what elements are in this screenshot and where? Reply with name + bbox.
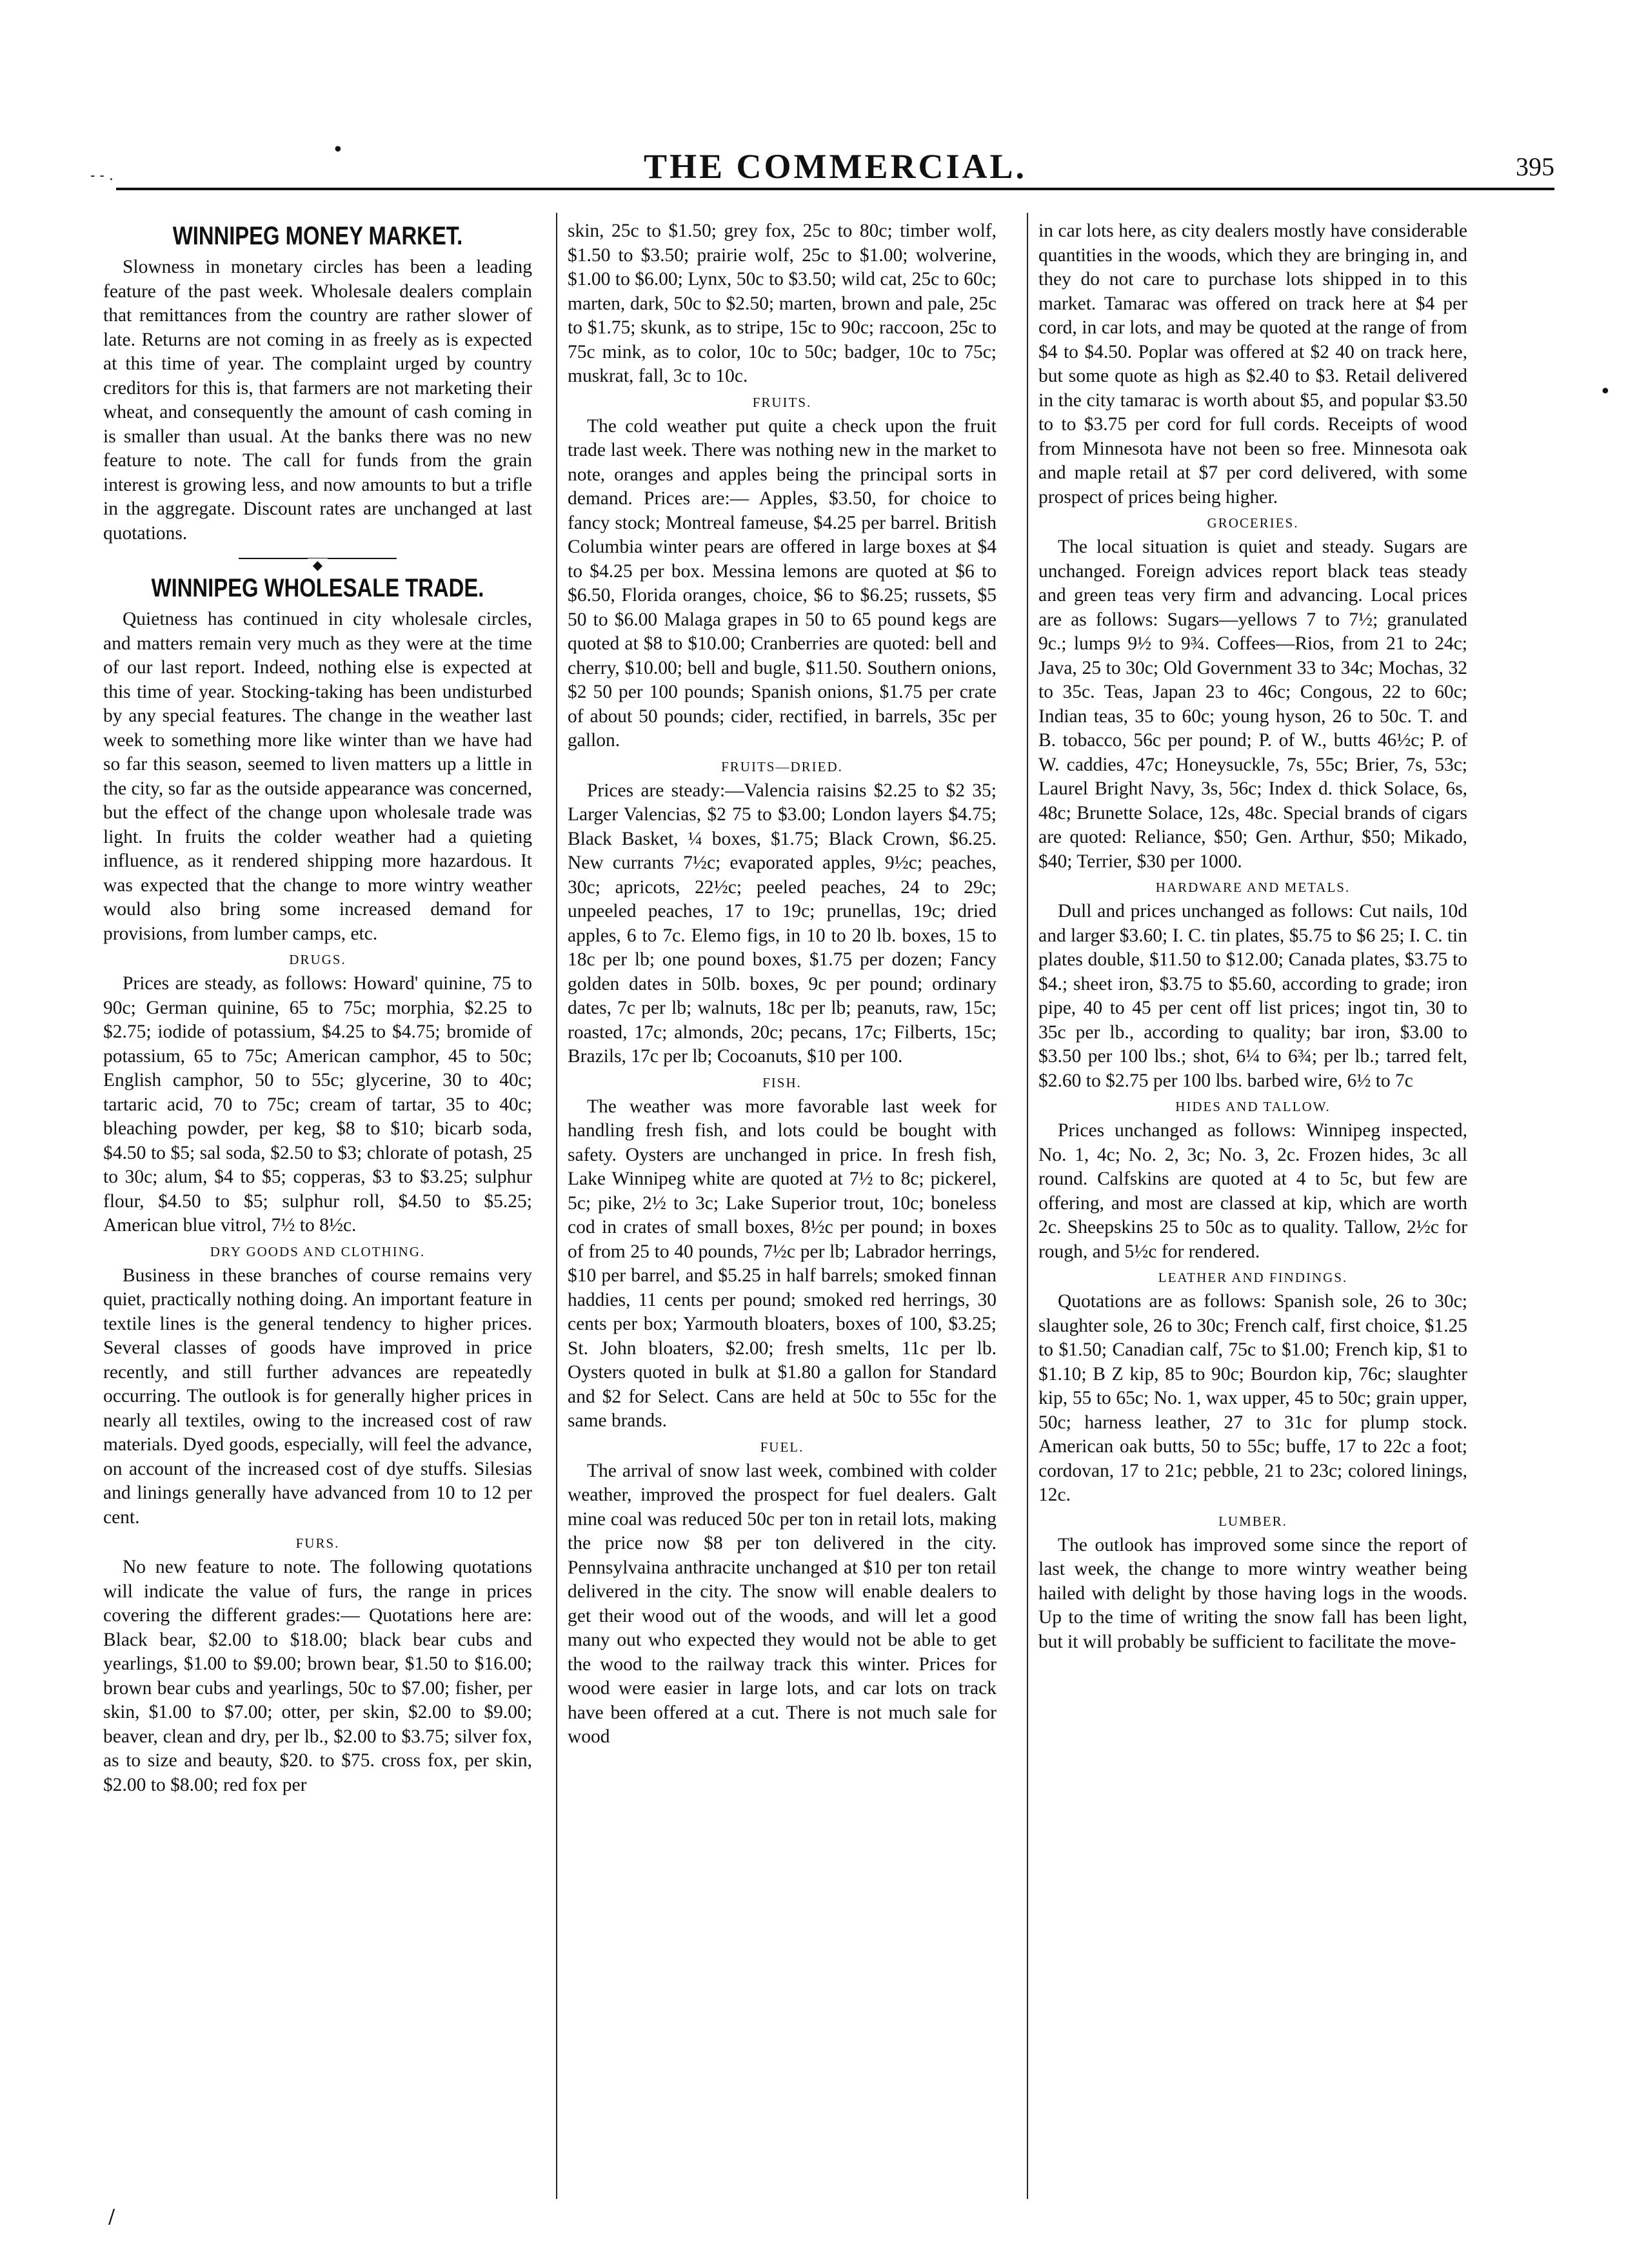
hardware-paragraph: Dull and prices unchanged as follows: Cut nails, 10d and larger $3.60; I. C. tin plates, $5.75 to $6 25; I. C. tin plates double, $11.50 to $12.00; Canada plates, $3.75 to $4.; sheet iron, $3.75 to $5.60, according to grade; iron pipe, 40 to 45 per cent off list prices; ingot tin, 30 to 35c per lb., according to quality; bar iron, $3.00 to $3.50 per 100 lbs.; shot, 6¼ to 6¾; per lb.; tarred felt, $2.60 to $2.75 per 100 lbs. barbed wire, 6½ to 7c	[1038, 901, 1467, 1091]
leather-heading: LEATHER AND FINDINGS.	[1158, 1270, 1348, 1285]
column-2	[568, 219, 997, 2205]
dried-fruits-paragraph: Prices are steady:—Valencia raisins $2.25 to $2 35; Larger Valencias, $2 75 to $3.00; London layers $4.75; Black Basket, ¼ boxes, $1.75; Black Crown, $6.25. New currants 7½c; evaporated apples, 9½c; peaches, 30c; apricots, 22½c; peeled peaches, 24 to 29c; unpeeled peaches, 17 to 19c; prunellas, 19c; dried apples, 6 to 7c. Elemo figs, in 10 to 20 lb. boxes, 15 to 18c per lb; one pound boxes, $1.75 per dozen; Fancy golden dates in 50lb. boxes, 9c per pound; ordinary dates, 7c per lb; walnuts, 18c per lb; peanuts, raw, 15c; roasted, 17c; almonds, 20c; pecans, 17c; Filberts, 15c; Brazils, 17c per lb; Cocoanuts, $10 per 100.	[568, 780, 997, 1067]
fuel-continued-paragraph: in car lots here, as city dealers mostly have considerable quantities in the woods, which they are bringing in, and they do not care to purchase lots shipped in to this market. Tamarac was offered on track here at $4 per cord, in car lots, and may be quoted at the range of from $4 to $4.50. Poplar was offered at $2 40 on track here, but some quote as high as $2.40 to $3. Retail delivered in the city tamarac is worth about $5, and popular $3.50 to to $3.75 per cord for full cords. Receipts of wood from Minnesota have not been so free. Minnesota oak and maple retail at $7 per cord delivered, with some prospect of prices being higher.	[1038, 221, 1467, 508]
lumber-paragraph: The outlook has improved some since the report of last week, the change to more wintry weather being hailed with delight by those having logs in the woods. Up to the time of writing the snow fall has been light, but it will probably be sufficient to facilitate the move-	[1038, 1534, 1467, 1652]
fuel-heading: FUEL.	[760, 1439, 804, 1455]
section-ornament	[103, 552, 532, 573]
fruits-heading: FRUITS.	[752, 394, 812, 410]
groceries-paragraph: The local situation is quiet and steady. Sugars are unchanged. Foreign advices report black teas steady and green teas very firm and advancing. Local prices are as follows: Sugars—yellows 7 to 7½; granulated 9c.; lumps 9½ to 9¾. Coffees—Rios, from 21 to 24c; Java, 25 to 30c; Old Government 33 to 34c; Mochas, 32 to 35c. Teas, Japan 23 to 46c; Congous, 22 to 60c; Indian teas, 35 to 60c; young hyson, 26 to 50c. T. and B. tobacco, 56c per pound; P. of W., butts 46½c; P. of W. caddies, 47c; Honeysuckle, 7s, 55c; Brier, 7s, 53c; Laurel Bright Navy, 3s, 56c; Index d. thick Solace, 6s, 48c; Brunette Solace, 12s, 48c. Special brands of cigars are quoted: Reliance, $50; Gen. Arthur, $50; Mikado, $40; Terrier, $30 per 1000.	[1038, 537, 1467, 872]
lumber-heading: LUMBER.	[1218, 1513, 1287, 1529]
furs-heading: FURS.	[295, 1535, 340, 1551]
wholesale-trade-paragraph: Quietness has continued in city wholesale circles, and matters remain very much as they were at the time of our last report. Indeed, nothing else is expected at this time of year. Stocking-taking has been undisturbed by any special features. The change in the weather last week to something more like winter than we have had so far this season, seemed to liven matters up a little in the city, so far as the outside appearance was concerned, but the effect of the change upon wholesale trade was light. In fruits the colder weather had a quieting influence, as it rendered shipping more hazardous. It was expected that the change to more wintry weather would also bring some increased demand for provisions, from lumber camps, etc.	[103, 609, 532, 944]
drugs-paragraph: Prices are steady, as follows: Howard' quinine, 75 to 90c; German quinine, 65 to 75c; morphia, $2.25 to $2.75; iodide of potassium, $4.25 to $4.75; bromide of potassium, 65 to 75c; American camphor, 45 to 50c; English camphor, 50 to 55c; glycerine, 30 to 40c; tartaric acid, 70 to 75c; cream of tartar, 35 to 40c; bleaching powder, per keg, $8 to $10; bicarb soda, $4.50 to $5; sal soda, $2.50 to $3; chlorate of potash, 25 to 30c; alum, $4 to $5; copperas, $3 to $3.25; sulphur flour, $4.50 to $5; sulphur roll, $4.50 to $5.25; American blue vitrol, 7½ to 8½c.	[103, 973, 532, 1236]
fish-paragraph: The weather was more favorable last week for handling fresh fish, and lots could be bought with safety. Oysters are unchanged in price. In fresh fish, Lake Winnipeg white are quoted at 7½ to 8c; pickerel, 5c; pike, 2½ to 3c; Lake Superior trout, 10c; boneless cod in crates of small boxes, 8½c per pound; in boxes of from 25 to 40 pounds, 7½c per lb; Labrador herrings, $10 per barrel, and $5.25 in half barrels; smoked finnan haddies, 11 cents per pound; smoked red herrings, 30 cents per box; Yarmouth bloaters, boxes of 100, $3.25; St. John bloaters, $2.00; fresh smelts, 11c per lb. Oysters quoted in bulk at $1.80 a gallon for Standard and $2 for Select. Cans are held at 50c to 55c for the same brands.	[568, 1096, 997, 1431]
margin-marks: - - .	[90, 168, 114, 184]
column-rule-2	[1027, 213, 1028, 2199]
column-rule-1	[556, 213, 557, 2199]
newspaper-title: THE COMMERCIAL.	[643, 147, 1027, 186]
column-3	[1038, 219, 1467, 2205]
masthead-rule	[116, 188, 1554, 190]
margin-dot-right: •	[1600, 380, 1611, 403]
hides-heading: HIDES AND TALLOW.	[1175, 1099, 1331, 1114]
fuel-paragraph: The arrival of snow last week, combined with colder weather, improved the prospect for fuel dealers. Galt mine coal was reduced 50c per ton in retail lots, making the price now $8 per ton delivered in the city. Pennsylvaina anthracite unchanged at $10 per ton retail delivered in the city. The snow will enable dealers to get their wood out of the woods, and will let a good many out who expected they would not be able to get the wood to the railway track this winter. Prices for wood were easier in large lots, and car lots on track have been offered at a cut. There is not much sale for wood	[568, 1460, 997, 1747]
wholesale-trade-headline: WINNIPEG WHOLESALE TRADE.	[151, 574, 484, 602]
money-market-headline: WINNIPEG MONEY MARKET.	[172, 222, 463, 250]
column-1	[103, 219, 532, 2205]
dried-fruits-heading: FRUITS—DRIED.	[721, 758, 843, 774]
margin-dot: •	[332, 139, 344, 161]
money-market-paragraph: Slowness in monetary circles has been a leading feature of the past week. Wholesale dealers complain that remittances from the country are rather slower of late. Returns are not coming in as freely as is expected at this time of year. The complaint urged by country creditors for this is, that farmers are not marketing their wheat, and consequently the amount of cash coming in is smaller than usual. At the banks there was no new feature to note. The call for funds from the grain interest is growing less, and now amounts to but a trifle in the aggregate. Discount rates are unchanged at last quotations.	[103, 257, 532, 544]
page-number: 395	[1516, 152, 1554, 181]
groceries-heading: GROCERIES.	[1207, 515, 1299, 531]
dry-goods-heading: DRY GOODS AND CLOTHING.	[210, 1243, 426, 1259]
hides-paragraph: Prices unchanged as follows: Winnipeg inspected, No. 1, 4c; No. 2, 3c; No. 3, 2c. Frozen hides, 3c all round. Calfskins are quoted at 4 to 5c, but few are offering, and most are classed at kip, which are worth 2c. Sheepskins 25 to 50c as to quality. Tallow, 2½c for rough, and 5½c for rendered.	[1038, 1120, 1467, 1262]
hardware-heading: HARDWARE AND METALS.	[1155, 880, 1351, 895]
leather-paragraph: Quotations are as follows: Spanish sole, 26 to 30c; slaughter sole, 26 to 30c; French calf, first choice, $1.25 to $1.50; Canadian calf, 75c to $1.00; French kip, $1 to $1.10; B Z kip, 85 to 90c; Bourdon kip, 76c; slaughter kip, 55 to 65c; No. 1, wax upper, 45 to 50c; grain upper, 50c; harness leather, 27 to 31c for plump stock. American oak butts, 50 to 55c; buffe, 17 to 22c a foot; cordovan, 17 to 21c; pebble, 21 to 23c; colored linings, 12c.	[1038, 1291, 1467, 1505]
fish-heading: FISH.	[762, 1074, 802, 1090]
margin-stroke: /	[108, 2205, 115, 2228]
furs-continued-paragraph: skin, 25c to $1.50; grey fox, 25c to 80c; timber wolf, $1.50 to $3.50; prairie wolf, 25c to $1.00; wolverine, $1.00 to $6.00; Lynx, 50c to $3.50; wild cat, 25c to 60c; marten, dark, 50c to $2.50; marten, brown and pale, 25c to $1.75; skunk, as to stripe, 15c to 90c; raccoon, 25c to 75c mink, as to color, 10c to 50c; badger, 10c to 75c; muskrat, fall, 3c to 10c.	[568, 221, 997, 386]
dry-goods-paragraph: Business in these branches of course remains very quiet, practically nothing doing. An important feature in textile lines is the general tendency to higher prices. Several classes of goods have improved in price recently, and still further advances are repeatedly occurring. The outlook is for generally higher prices in nearly all textiles, owing to the increased cost of raw materials. Dyed goods, especially, will feel the advance, on account of the increased cost of dye stuffs. Silesias and linings generally have advanced from 10 to 12 per cent.	[103, 1265, 532, 1528]
drugs-heading: DRUGS.	[289, 952, 346, 967]
fruits-paragraph: The cold weather put quite a check upon the fruit trade last week. There was nothing new in the market to note, oranges and apples being the principal sorts in demand. Prices are:— Apples, $3.50, for choice to fancy stock; Montreal fameuse, $4.25 per barrel. British Columbia winter pears are offered in large boxes at $4 to $4.25 per box. Messina lemons are quoted at $6 to $6.50, Florida oranges, choice, $6 to $6.25; russets, $5 50 to $6.00 Malaga grapes in 50 to 65 pound kegs are quoted at $8 to $10.00; Cranberries are quoted: bell and cherry, $10.00; bell and bugle, $11.50. Southern onions, $2 50 per 100 pounds; Spanish onions, $1.75 per crate of about 50 pounds; cider, rectified, in barrels, 35c per gallon.	[568, 415, 997, 751]
ornament-glyph: ◆	[308, 558, 328, 573]
furs-paragraph: No new feature to note. The following quotations will indicate the value of furs, the range in prices covering the different grades:— Quotations here are: Black bear, $2.00 to $18.00; black bear cubs and yearlings, $1.00 to $9.00; brown bear, $1.50 to $16.00; brown bear cubs and yearlings, 50c to $7.00; fisher, per skin, $1.00 to $7.00; otter, per skin, $2.00 to $9.00; beaver, clean and dry, per lb., $2.00 to $3.75; silver fox, as to size and beauty, $20. to $75. cross fox, per skin, $2.00 to $8.00; red fox per	[103, 1557, 532, 1795]
